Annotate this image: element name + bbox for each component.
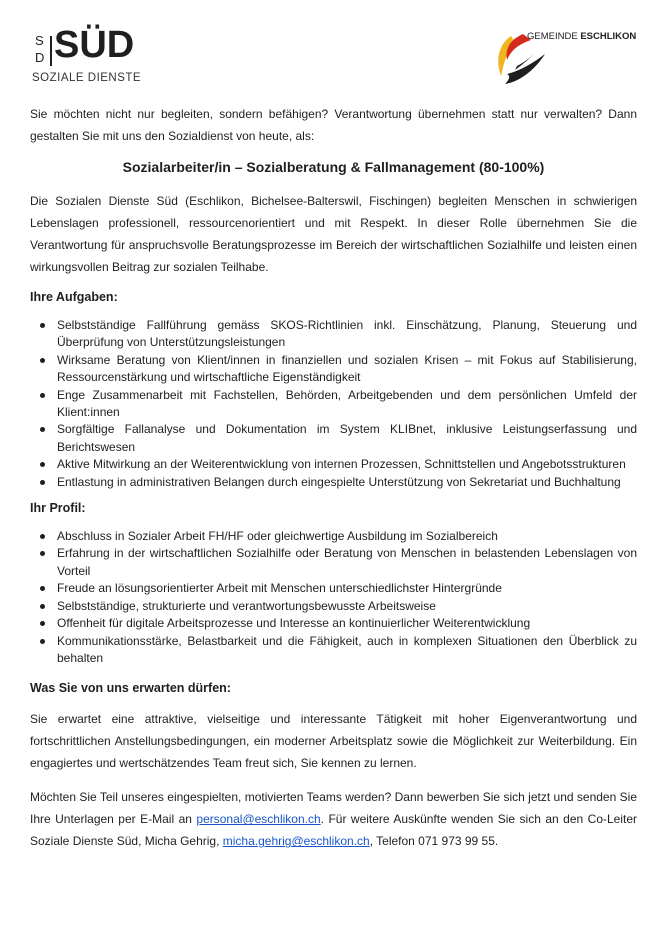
task-item: Sorgfältige Fallanalyse und Dokumentation im System KLIBnet, inklusive Leistungserfassung und Berichtswesen — [30, 421, 637, 456]
partner-name — [527, 31, 636, 42]
profile-item: Abschluss in Sozialer Arbeit FH/HF oder gleichwertige Ausbildung im Sozialbereich — [30, 528, 637, 545]
task-item: Selbstständige Fallführung gemäss SKOS-Richtlinien inkl. Einschätzung, Planung, Steuerung und Überprüfung von Unterstützungsleistungen — [30, 317, 637, 352]
partner-prefix: GEMEINDE — [527, 31, 578, 42]
logo-letter-s: S — [35, 33, 44, 48]
task-item: Wirksame Beratung von Klient/innen in finanziellen und sozialen Krisen – mit Fokus auf Stabilisierung, Ressourcenstärkung und wirtschaftliche Eigenständigkeit — [30, 352, 637, 387]
task-item: Entlastung in administrativen Belangen durch eingespielte Unterstützung von Sekretariat und Buchhaltung — [30, 474, 637, 491]
profile-list — [30, 528, 637, 667]
gemeinde-eschlikon-logo — [489, 24, 639, 90]
profile-heading: Ihr Profil: — [30, 501, 86, 516]
closing-part-2: . Für weitere Auskünfte wenden Sie sich an den Co-Leiter Soziale Dienste Süd, Micha Gehrig, — [30, 812, 638, 849]
profile-item: Selbstständige, strukturierte und verantwortungsbewusste Arbeitsweise — [30, 598, 637, 615]
offer-text: Sie erwartet eine attraktive, vielseitige und interessante Tätigkeit mit hoher Eigenverantwortung und fortschrittlichen Anstellungsbedingungen, ein moderner Arbeitsplatz sowie die Möglichkeit zur Weiterbildung. Ein engagiertes und wertschätzendes Team freut sich, Sie kennen zu lernen. — [30, 712, 637, 771]
soziale-dienste-sued-logo — [30, 24, 170, 94]
closing-part-3: , Telefon 071 973 99 55. — [369, 834, 499, 849]
job-posting — [30, 103, 637, 852]
profile-item: Erfahrung in der wirtschaftlichen Sozialhilfe oder Beratung von Menschen in belastenden Lebenslagen von Vorteil — [30, 545, 637, 580]
logo-letter-d: D — [35, 50, 45, 65]
tasks-heading: Ihre Aufgaben: — [30, 290, 118, 304]
logo-wordmark: SÜD — [54, 24, 135, 66]
offer-heading: Was Sie von uns erwarten dürfen: — [30, 681, 231, 696]
task-item: Aktive Mitwirkung an der Weiterentwicklung von internen Prozessen, Schnittstellen und Angebotsstrukturen — [30, 456, 637, 473]
contact-email-link[interactable]: micha.gehrig@eschlikon.ch — [222, 834, 370, 849]
logo-subtitle: SOZIALE DIENSTE — [32, 72, 142, 84]
about-text: Die Sozialen Dienste Süd (Eschlikon, Bichelsee-Balterswil, Fischingen) begleiten Menschen in schwierigen Lebenslagen professionell, ressourcenorientiert und mit Respekt. In dieser Rolle übernehmen Sie die Verantwortung für anspruchsvolle Beratungsprozesse im Bereich der wirtschaftlichen Sozialhilfe und leisten einen wirkungsvollen Beitrag zur sozialen Teilhabe. — [30, 194, 637, 274]
logo-divider — [50, 36, 52, 66]
partner-town: ESCHLIKON — [580, 31, 637, 42]
closing-text — [30, 786, 637, 852]
page-header — [30, 24, 639, 94]
profile-item: Freude an lösungsorientierter Arbeit mit Menschen unterschiedlichster Hintergründe — [30, 580, 637, 597]
job-title: Sozialarbeiter/in – Sozialberatung & Fallmanagement (80-100%) — [122, 159, 545, 175]
hr-email-link[interactable]: personal@eschlikon.ch — [196, 812, 321, 827]
tasks-list — [30, 317, 637, 491]
profile-item: Kommunikationsstärke, Belastbarkeit und die Fähigkeit, auch in komplexen Situationen den Überblick zu behalten — [30, 633, 637, 668]
sd-monogram — [32, 32, 50, 66]
closing-part-1: Möchten Sie Teil unseres eingespielten, motivierten Teams werden? Dann bewerben Sie sich jetzt und senden Sie Ihre Unterlagen per E-Mail an — [30, 790, 637, 827]
task-item: Enge Zusammenarbeit mit Fachstellen, Behörden, Arbeitgebenden und dem persönlichen Umfeld der Klient:innen — [30, 387, 637, 422]
intro-text: Sie möchten nicht nur begleiten, sondern befähigen? Verantwortung übernehmen statt nur verwalten? Dann gestalten Sie mit uns den Sozialdienst von heute, als: — [30, 107, 637, 143]
profile-item: Offenheit für digitale Arbeitsprozesse und Interesse an kontinuierlicher Weiterentwicklung — [30, 615, 637, 632]
